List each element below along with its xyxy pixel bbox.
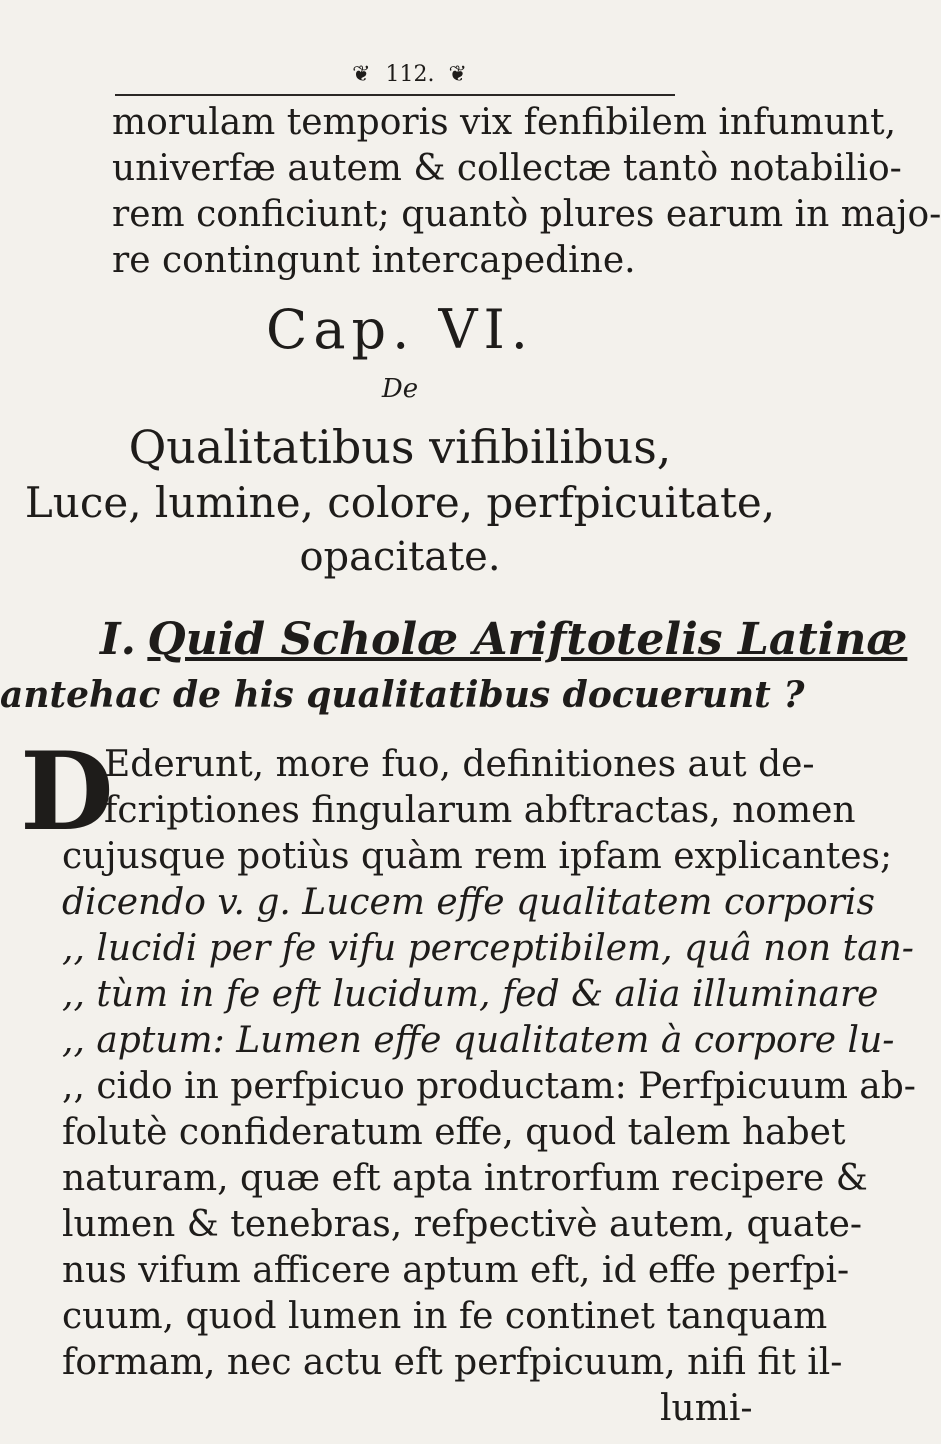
chapter-title-line-1: Qualitatibus vifibilibus, (128, 420, 672, 474)
paragraph-line: formam, nec actu eft perfpicuum, nifi fit il- (62, 1342, 843, 1383)
section-number: I. (100, 614, 136, 665)
page-number: 112. (385, 61, 435, 87)
catchword: lumi- (660, 1388, 753, 1429)
paragraph-line: cuum, quod lumen in fe continet tanquam (62, 1296, 828, 1337)
section-title-line-2: antehac de his qualitatibus docuerunt ? (0, 674, 805, 716)
paragraph-line: fcriptiones fingularum abftractas, nomen (104, 790, 856, 831)
paragraph-line: ,, tùm in fe eft lucidum, fed & alia illuminare (62, 974, 879, 1015)
drop-cap: D (20, 729, 114, 855)
section-title: Quid Scholæ Ariftotelis Latinæ (147, 614, 908, 665)
body-line: rem conficiunt; quantò plures earum in majo- (112, 194, 941, 235)
chapter-heading: Cap. VI. (266, 298, 534, 361)
header-rule (115, 94, 675, 96)
paragraph-line: dicendo v. g. Lucem effe qualitatem corporis (62, 882, 875, 923)
paragraph-line: lumen & tenebras, refpectivè autem, quate- (62, 1204, 863, 1245)
paragraph-line: ,, cido in perfpicuo productam: Perfpicuum ab- (62, 1066, 916, 1107)
running-header (320, 58, 500, 90)
body-line: univerfæ autem & collectæ tantò notabilio- (112, 148, 902, 189)
left-ornament: ❦ (352, 61, 372, 87)
body-line: re contingunt intercapedine. (112, 240, 636, 281)
paragraph-line: cujusque potiùs quàm rem ipfam explicantes; (62, 836, 893, 877)
body-line: morulam temporis vix fenfibilem infumunt, (112, 102, 897, 143)
paragraph-line: ,, lucidi per fe vifu perceptibilem, quâ non tan- (62, 928, 914, 969)
paragraph-line: naturam, quæ eft apta introrfum recipere & (62, 1158, 868, 1199)
paragraph-line: nus vifum afficere aptum eft, id effe perfpi- (62, 1250, 850, 1291)
right-ornament: ❦ (448, 61, 468, 87)
chapter-title-line-3: opacitate. (299, 534, 501, 580)
paragraph-line: Ederunt, more fuo, definitiones aut de- (104, 744, 815, 785)
section-title-line-1 (100, 612, 908, 668)
paragraph-line: folutè confideratum effe, quod talem habet (62, 1112, 846, 1153)
chapter-de: De (381, 374, 419, 404)
paragraph-line: ,, aptum: Lumen effe qualitatem à corpore lu- (62, 1020, 895, 1061)
chapter-title-line-2: Luce, lumine, colore, perfpicuitate, (24, 478, 776, 527)
